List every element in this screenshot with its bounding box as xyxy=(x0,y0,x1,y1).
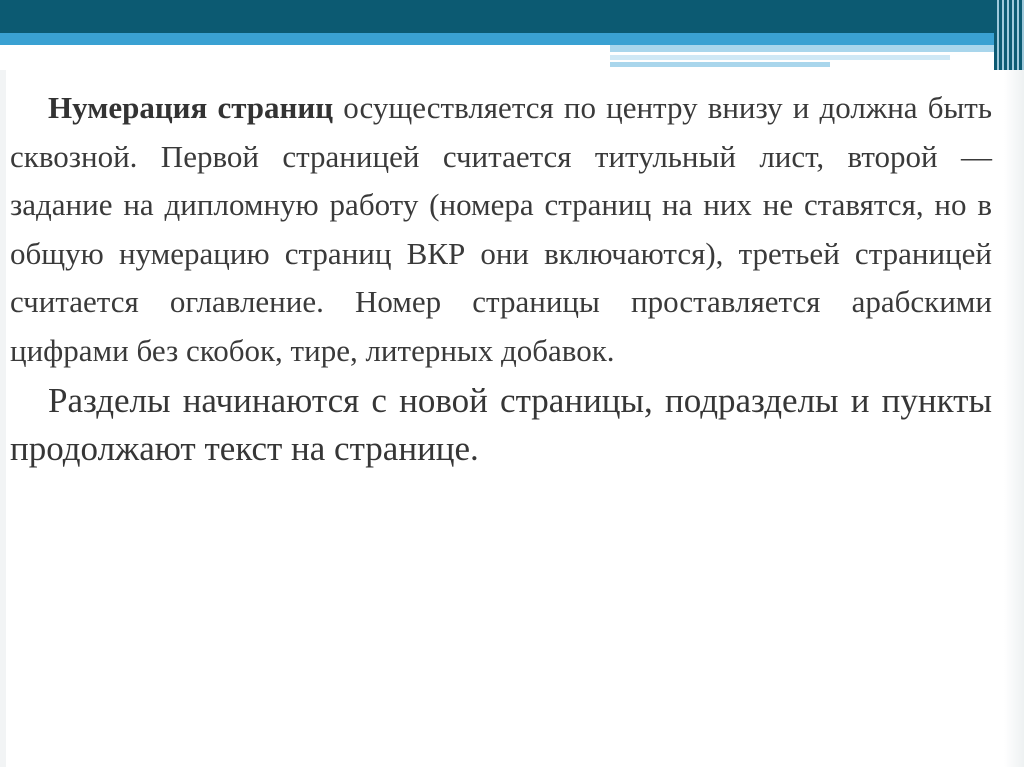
slide-content xyxy=(10,84,992,473)
left-border xyxy=(0,70,6,767)
header-banner xyxy=(0,0,1024,70)
right-border xyxy=(1004,70,1024,767)
paragraph-text: осуществляется по центру внизу и должна быть сквозной. Первой страницей считается титульный лист, второй — задание на дипломную работу (номера страниц на них не ставятся, но в общую нумерацию страниц ВКР они включаются), третьей страницей считается оглавление. Номер страницы проставляется арабскими цифрами без скобок, тире, литерных добавок. xyxy=(10,90,992,368)
banner-accent-line xyxy=(610,62,830,67)
banner-blue-bar xyxy=(0,33,1024,45)
paragraph-page-numbering xyxy=(10,84,992,375)
banner-dark-bar xyxy=(0,0,1024,33)
paragraph-bold-lead: Нумерация страниц xyxy=(48,90,334,125)
paragraph-sections: Разделы начинаются с новой страницы, подразделы и пункты продолжают текст на странице. xyxy=(10,381,992,468)
banner-accent-line xyxy=(610,55,950,60)
banner-stripes xyxy=(994,0,1024,70)
banner-accent-line xyxy=(610,45,1024,52)
